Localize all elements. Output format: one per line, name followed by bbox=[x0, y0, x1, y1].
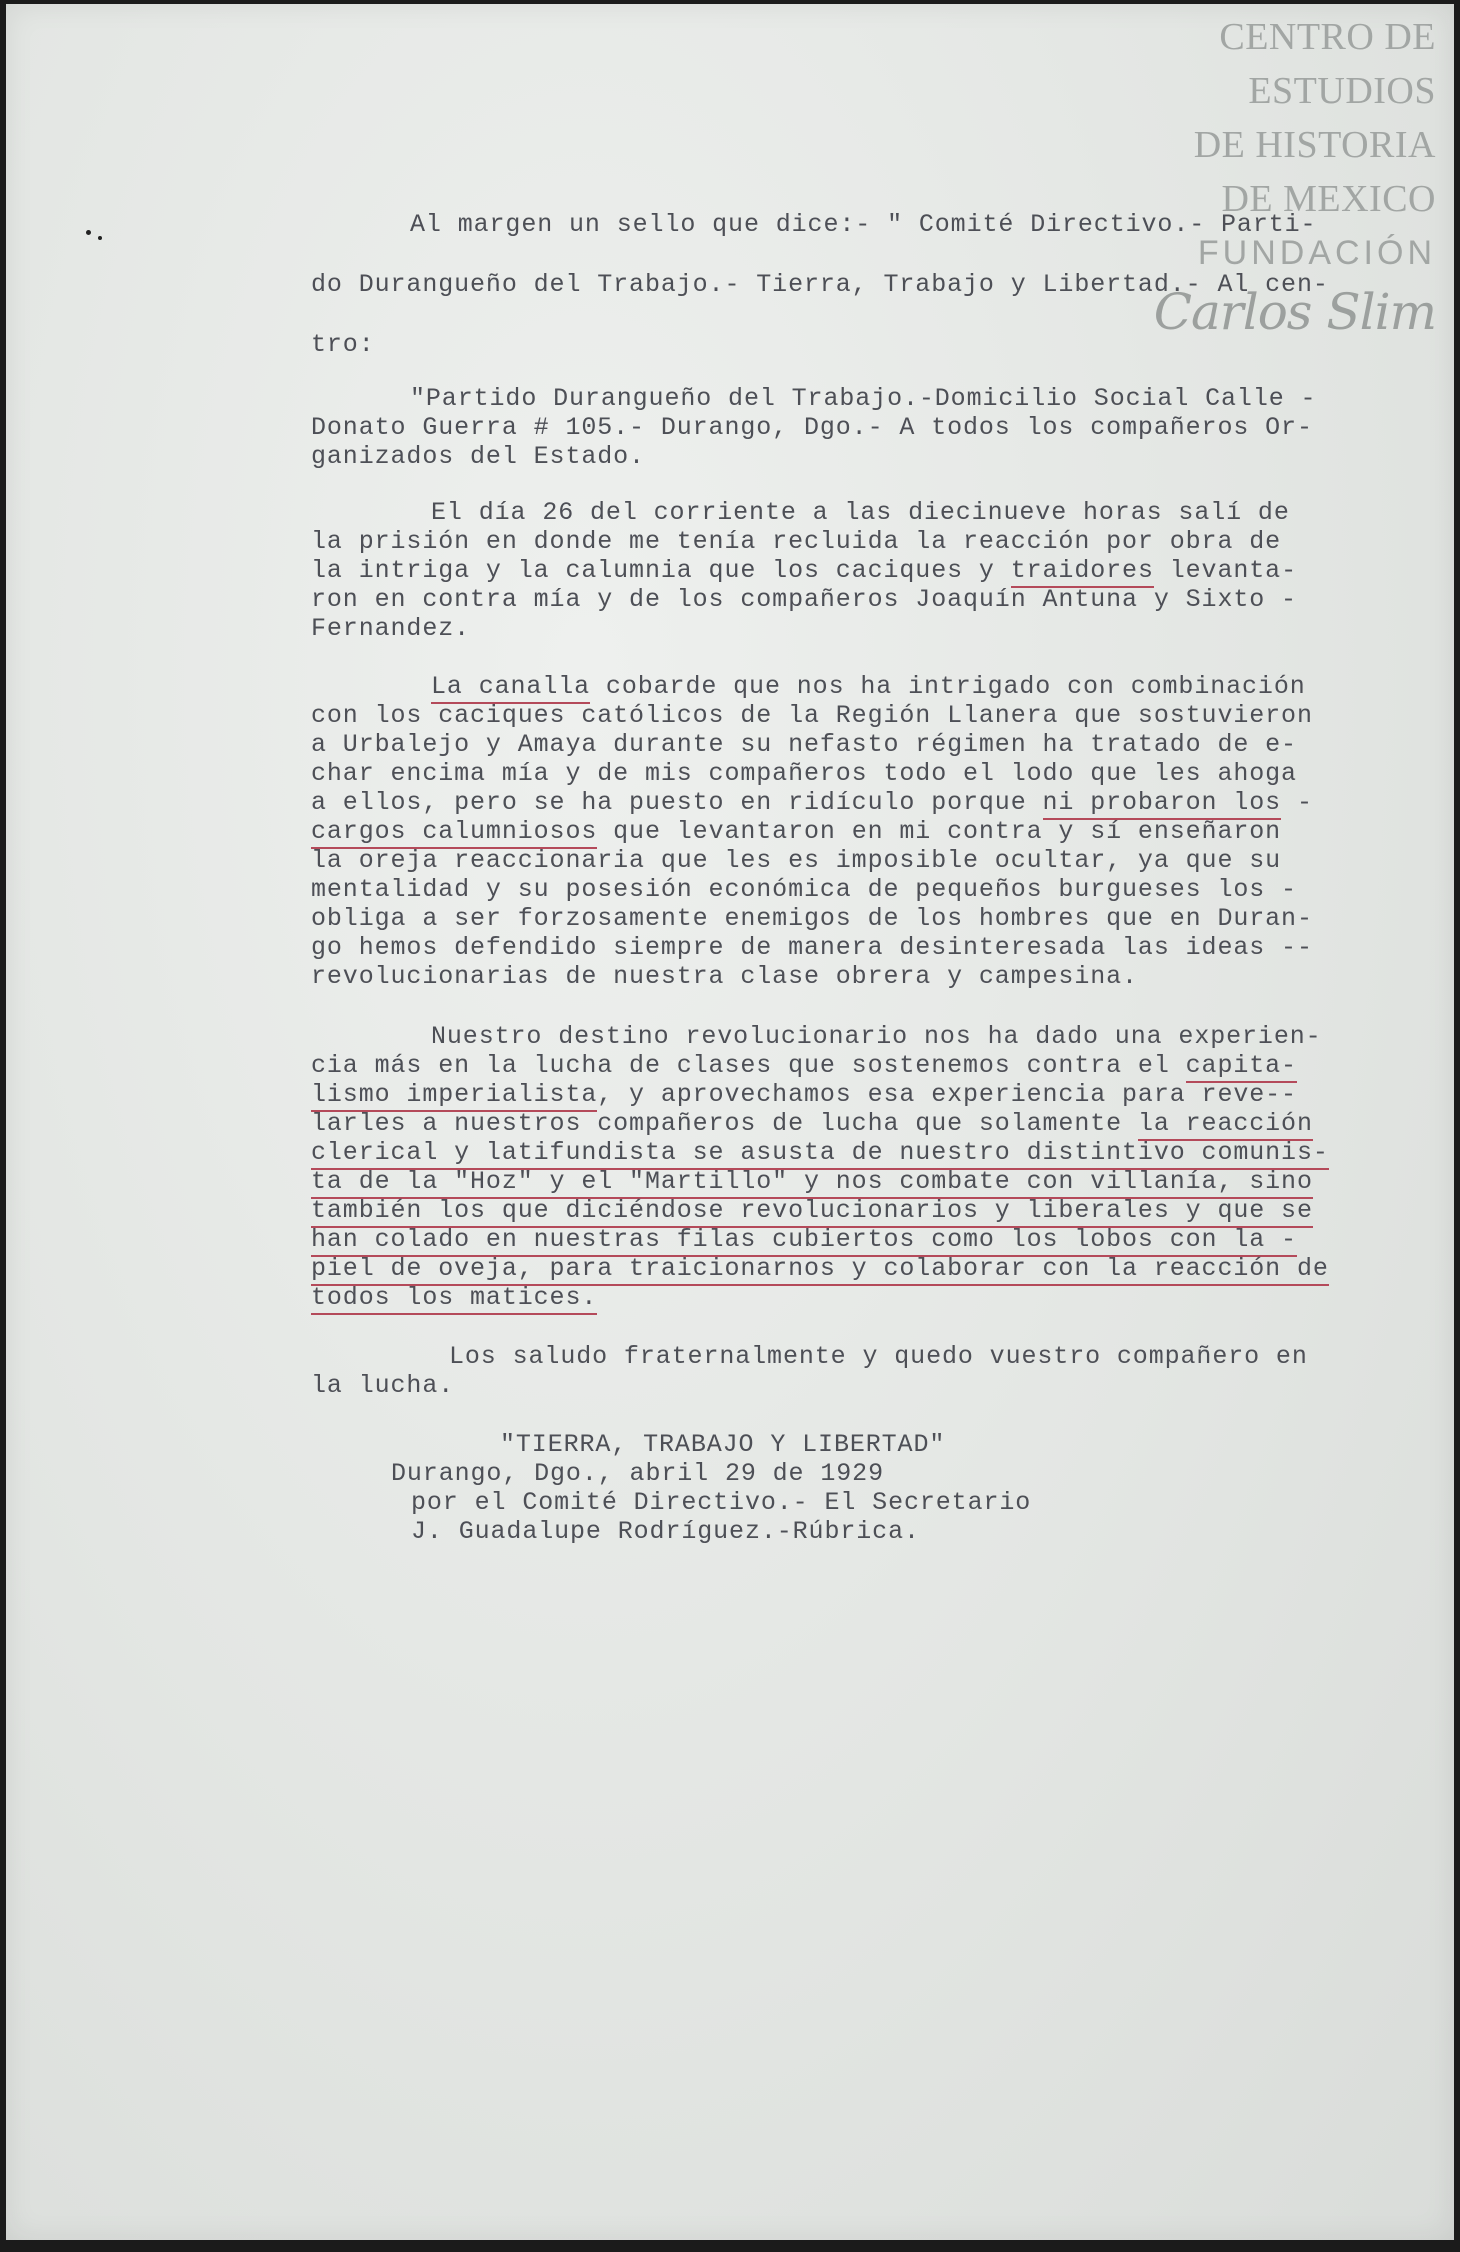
p2-line: La canalla cobarde que nos ha intrigado con combinación bbox=[431, 672, 1306, 701]
p3-line: lismo imperialista, y aprovechamos esa experiencia para reve-- bbox=[311, 1080, 1297, 1109]
p3-line bbox=[311, 1225, 1297, 1254]
underlined-phrase: lismo imperialista bbox=[311, 1080, 597, 1112]
p3-line: Nuestro destino revolucionario nos ha dado una experien- bbox=[431, 1022, 1322, 1051]
p1-line: la intriga y la calumnia que los caciques y traidores levanta- bbox=[311, 556, 1297, 585]
closing-line: Los saludo fraternalmente y quedo vuestro compañero en bbox=[449, 1342, 1308, 1371]
p1-line: la prisión en donde me tenía recluida la reacción por obra de bbox=[311, 527, 1282, 556]
underlined-phrase: ni probaron los bbox=[1043, 788, 1282, 820]
intro-line: tro: bbox=[311, 330, 375, 359]
watermark-line: DE HISTORIA bbox=[1193, 124, 1436, 166]
p1-line: El día 26 del corriente a las diecinueve horas salí de bbox=[431, 498, 1290, 527]
margin-speck bbox=[98, 236, 102, 240]
p2-line: go hemos defendido siempre de manera desinteresada las ideas -- bbox=[311, 933, 1313, 962]
p3-line bbox=[311, 1254, 1329, 1283]
underlined-phrase: han colado en nuestras filas cubiertos como los lobos con la - bbox=[311, 1225, 1297, 1257]
watermark-signature: Carlos Slim bbox=[1153, 283, 1436, 341]
p1-line: Fernandez. bbox=[311, 614, 471, 643]
underlined-phrase: también los que diciéndose revolucionarios y liberales y que se bbox=[311, 1196, 1313, 1228]
underlined-phrase: ta de la "Hoz" y el "Martillo" y nos combate con villanía, sino bbox=[311, 1167, 1313, 1199]
underlined-phrase: la reacción bbox=[1138, 1109, 1313, 1141]
p3-line bbox=[311, 1283, 597, 1312]
intro-line: do Durangueño del Trabajo.- Tierra, Trabajo y Libertad.- Al cen- bbox=[311, 270, 1329, 299]
p3-line bbox=[311, 1196, 1313, 1225]
heading-line: ganizados del Estado. bbox=[311, 442, 645, 471]
heading-line: Donato Guerra # 105.- Durango, Dgo.- A todos los compañeros Or- bbox=[311, 413, 1313, 442]
watermark-line: CENTRO DE bbox=[1219, 16, 1436, 58]
watermark-fundacion: FUNDACIÓN bbox=[1197, 234, 1436, 272]
signatory-line: J. Guadalupe Rodríguez.-Rúbrica. bbox=[411, 1517, 920, 1546]
document-sheet bbox=[6, 4, 1454, 2240]
underlined-phrase: cargos calumniosos bbox=[311, 817, 597, 849]
underlined-phrase: todos los matices. bbox=[311, 1283, 597, 1315]
p2-line: cargos calumniosos que levantaron en mi contra y sí enseñaron bbox=[311, 817, 1281, 846]
p2-line: la oreja reaccionaria que les es imposible ocultar, ya que su bbox=[311, 846, 1282, 875]
p2-line: revolucionarias de nuestra clase obrera y campesina. bbox=[311, 962, 1138, 991]
margin-speck bbox=[86, 230, 91, 235]
committee-line: por el Comité Directivo.- El Secretario bbox=[411, 1488, 1032, 1517]
underlined-phrase: traidores bbox=[1011, 556, 1154, 588]
underlined-phrase: clerical y latifundista se asusta de nuestro distintivo comunis- bbox=[311, 1138, 1329, 1170]
p2-line: con los caciques católicos de la Región Llanera que sostuvieron bbox=[311, 701, 1313, 730]
p2-line: obliga a ser forzosamente enemigos de los hombres que en Duran- bbox=[311, 904, 1313, 933]
underlined-phrase: piel de oveja, para traicionarnos y colaborar con la reacción de bbox=[311, 1254, 1329, 1286]
watermark-line: DE MEXICO bbox=[1221, 178, 1436, 220]
p3-line: cia más en la lucha de clases que sostenemos contra el capita- bbox=[311, 1051, 1297, 1080]
underlined-phrase: La canalla bbox=[431, 672, 590, 704]
p2-line: a ellos, pero se ha puesto en ridículo porque ni probaron los - bbox=[311, 788, 1313, 817]
p2-line: char encima mía y de mis compañeros todo el lodo que les ahoga bbox=[311, 759, 1297, 788]
p2-line: a Urbalejo y Amaya durante su nefasto régimen ha tratado de e- bbox=[311, 730, 1297, 759]
motto-line: "TIERRA, TRABAJO Y LIBERTAD" bbox=[500, 1430, 946, 1459]
place-date-line: Durango, Dgo., abril 29 de 1929 bbox=[391, 1459, 884, 1488]
closing-line: la lucha. bbox=[311, 1371, 455, 1400]
typed-document bbox=[6, 4, 1454, 2240]
heading-line: "Partido Durangueño del Trabajo.-Domicilio Social Calle - bbox=[410, 384, 1317, 413]
intro-line: Al margen un sello que dice:- " Comité Directivo.- Parti- bbox=[410, 210, 1317, 239]
underlined-phrase: capita- bbox=[1186, 1051, 1297, 1083]
p1-line: ron en contra mía y de los compañeros Joaquín Antuna y Sixto - bbox=[311, 585, 1297, 614]
p3-line bbox=[311, 1138, 1329, 1167]
p3-line: larles a nuestros compañeros de lucha que solamente la reacción bbox=[311, 1109, 1313, 1138]
p3-line bbox=[311, 1167, 1313, 1196]
watermark-line: ESTUDIOS bbox=[1248, 70, 1436, 112]
p2-line: mentalidad y su posesión económica de pequeños burgueses los - bbox=[311, 875, 1297, 904]
